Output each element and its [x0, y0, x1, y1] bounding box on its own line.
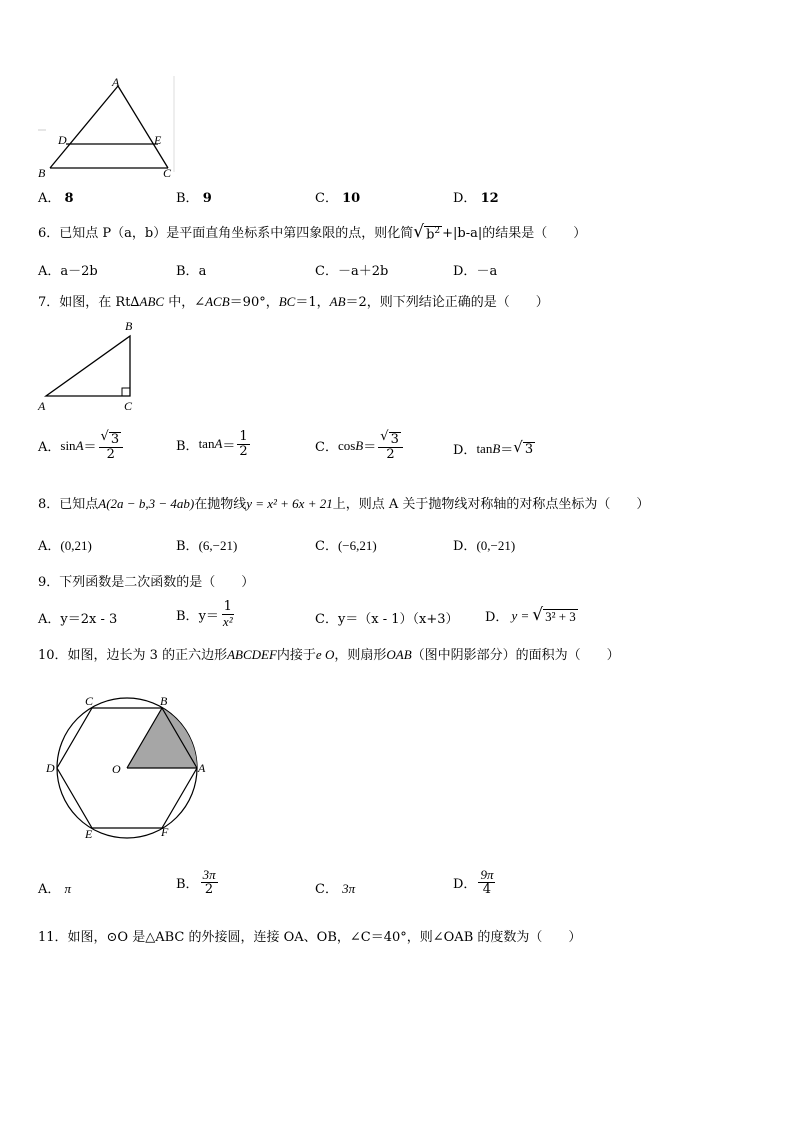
option-letter: C．	[315, 264, 338, 279]
option-text: y＝	[198, 608, 219, 624]
q7-text: 中，	[164, 295, 195, 310]
q7-option-a[interactable]	[38, 430, 125, 462]
fn-var: B	[355, 437, 364, 453]
sqrt-expression: √ 3² + 3	[532, 604, 576, 625]
q8-option-d[interactable]	[453, 535, 515, 554]
equals: ＝	[500, 443, 514, 458]
numerator: 9π	[480, 867, 494, 882]
fraction	[237, 430, 249, 458]
option-text: y＝2x - 3	[60, 612, 118, 627]
fraction	[221, 600, 235, 628]
option-letter: C．	[315, 612, 338, 627]
option-text: 10	[342, 191, 361, 206]
option-letter: B．	[176, 191, 199, 206]
option-letter: C．	[315, 440, 338, 456]
equals: ＝	[83, 440, 97, 456]
numerator: 3	[390, 432, 399, 447]
q5-option-a[interactable]	[38, 187, 74, 206]
option-letter: D．	[453, 191, 477, 206]
hexagon-circle-figure	[40, 688, 220, 848]
denominator: 2	[204, 881, 214, 897]
option-text: (6,−21)	[198, 538, 238, 553]
fn-var: A	[75, 437, 84, 453]
q9-option-c[interactable]	[315, 608, 459, 627]
label-o: O	[112, 762, 121, 776]
q8-text: 8．已知点	[38, 497, 99, 512]
q5-option-d[interactable]	[453, 187, 499, 206]
label-c: C	[124, 399, 133, 413]
q5-option-b[interactable]	[176, 187, 212, 206]
sqrt-expression: √ 3	[513, 437, 534, 457]
option-letter: B．	[176, 264, 199, 279]
side-ab	[50, 86, 118, 168]
option-text: π	[64, 881, 72, 896]
option-letter: D．	[453, 264, 477, 279]
equals: ＝	[363, 440, 377, 456]
q8-text: 上，则点 A 关于抛物线对称轴的对称点坐标为（ ）	[332, 497, 650, 512]
option-text: 8	[64, 191, 74, 206]
triangle-abc	[46, 336, 130, 396]
q7-segment: BC	[278, 294, 296, 309]
q7-option-c[interactable]	[315, 430, 405, 462]
fraction: √ 3 2	[99, 430, 124, 462]
right-angle-mark	[122, 388, 130, 396]
fn-name: cos	[337, 437, 356, 453]
option-text: a	[198, 264, 207, 279]
numerator: 3	[110, 432, 120, 447]
q7-stem: 7．如图，在 Rt∆ABC 中，∠ACB＝90°，BC＝1，AB＝2，则下列结论正确的是（ ）	[38, 294, 549, 310]
option-text: a－2b	[60, 264, 98, 279]
q10-text: （图中阴影部分）的面积为（ ）	[411, 648, 620, 663]
q7-angle: ACB	[205, 294, 230, 309]
option-text: 9	[202, 191, 212, 206]
right-triangle-figure	[36, 318, 146, 416]
option-letter: D．	[453, 443, 477, 458]
q6-tail: +|b-a|的结果是（ ）	[442, 226, 587, 241]
q6-option-b[interactable]	[176, 260, 206, 279]
q5-option-c[interactable]	[315, 187, 360, 206]
label-a: A	[198, 761, 206, 775]
q8-stem	[38, 493, 649, 512]
fn-var: B	[492, 440, 501, 456]
fn-name: tan	[198, 436, 215, 452]
radicand: b	[426, 227, 435, 243]
q10-hexagon: ABCDEF	[227, 647, 277, 662]
option-letter: B．	[176, 608, 199, 624]
q7-option-d[interactable]	[453, 439, 535, 458]
label-b: B	[160, 694, 168, 708]
option-letter: B．	[176, 438, 199, 454]
option-letter: C．	[315, 882, 338, 897]
triangle-de-bc-figure	[36, 76, 176, 182]
exponent: 2	[434, 226, 441, 237]
q7-text: ＝1，	[295, 295, 330, 310]
q10-stem	[38, 644, 620, 663]
q7-option-b[interactable]	[176, 430, 252, 458]
q10-option-d[interactable]	[453, 868, 497, 896]
option-letter: A．	[38, 612, 61, 627]
denominator: 2	[239, 443, 248, 459]
label-f: F	[161, 825, 169, 839]
label-a: A	[112, 76, 120, 89]
option-text: (−6,21)	[337, 538, 377, 553]
label-e: E	[85, 827, 93, 841]
option-letter: A．	[38, 264, 61, 279]
denominator: 2	[106, 447, 115, 463]
q7-text: ＝90°，	[229, 295, 279, 310]
label-c: C	[163, 166, 172, 180]
label-b: B	[38, 166, 46, 180]
label-d: D	[58, 133, 67, 147]
option-text: －a＋2b	[337, 264, 389, 279]
numerator: 3π	[202, 867, 216, 882]
q9-stem: 9．下列函数是二次函数的是（ ）	[38, 575, 255, 590]
option-text: (0,−21)	[476, 538, 516, 553]
q6-option-a[interactable]	[38, 260, 98, 279]
q8-text: 在抛物线	[194, 497, 247, 512]
option-letter: C．	[315, 191, 338, 206]
fn-name: sin	[60, 437, 76, 453]
q8-option-a[interactable]	[38, 535, 92, 554]
fn-var: A	[214, 436, 223, 452]
q10-text: ，则扇形	[334, 648, 387, 663]
equals: ＝	[222, 438, 236, 454]
label-a: A	[38, 399, 46, 413]
q9-option-d[interactable]	[485, 606, 578, 625]
radicand: 3	[524, 441, 534, 457]
sqrt-expression: √ $b^2$	[413, 222, 441, 243]
option-text: －a	[476, 264, 498, 279]
option-letter: A．	[38, 882, 61, 897]
q10-sector: OAB	[386, 647, 412, 662]
q10-text: 内接于	[276, 648, 316, 663]
q11-stem: 11．如图，⊙O 是△ABC 的外接圆，连接 OA、OB，∠C＝40°，则∠OAB 的度数为（ ）	[38, 930, 582, 945]
q6-option-c[interactable]	[315, 260, 388, 279]
q7-text: ＝2，则下列结论正确的是（ ）	[345, 295, 549, 310]
q6-option-d[interactable]	[453, 260, 497, 279]
q7-segment: AB	[329, 294, 346, 309]
numerator: 1	[239, 429, 248, 444]
q8-option-b[interactable]	[176, 535, 237, 554]
option-letter: D．	[453, 876, 477, 892]
option-letter: A．	[38, 539, 61, 554]
q9-option-b[interactable]	[176, 600, 237, 628]
label-b: B	[125, 319, 133, 333]
radicand: 3² + 3	[545, 608, 576, 624]
q7-triangle: ABC	[139, 294, 165, 309]
option-letter: B．	[176, 876, 199, 892]
option-letter: D．	[453, 539, 477, 554]
option-letter: A．	[38, 440, 61, 456]
option-letter: A．	[38, 191, 61, 206]
q10-option-c[interactable]	[315, 878, 355, 897]
q8-parabola: y = x² + 6x + 21	[246, 496, 333, 511]
option-text: 12	[480, 191, 499, 206]
fraction	[478, 868, 495, 896]
q6-prefix: 6．已知点 P（a，b）是平面直角坐标系中第四象限的点，则化简	[38, 226, 414, 241]
fn-name: tan	[476, 440, 493, 456]
denominator: 4	[482, 881, 492, 897]
denominator: 2	[386, 447, 395, 463]
option-letter: B．	[176, 539, 199, 554]
fraction	[201, 868, 218, 896]
option-text: y =	[511, 607, 530, 623]
q10-circle: e O	[315, 647, 335, 662]
q8-point: A(2a − b,3 − 4ab)	[98, 496, 195, 511]
q6-stem	[38, 222, 586, 243]
denominator: x²	[222, 613, 233, 629]
option-letter: C．	[315, 539, 338, 554]
q8-option-c[interactable]	[315, 535, 377, 554]
q7-text: 7．如图，在 Rt	[38, 295, 131, 310]
q10-option-a[interactable]	[38, 878, 71, 897]
label-c: C	[85, 694, 94, 708]
q10-text: 10．如图，边长为 3 的正六边形	[38, 648, 228, 663]
fraction: √ 3 2	[378, 430, 403, 462]
label-d: D	[46, 761, 55, 775]
option-text: 3π	[342, 881, 356, 896]
side-ac	[118, 86, 168, 168]
option-text: y＝（x - 1）（x+3）	[337, 612, 459, 627]
numerator: 1	[223, 599, 232, 614]
q10-option-b[interactable]	[176, 868, 220, 896]
option-letter: D．	[485, 610, 509, 625]
label-e: E	[154, 133, 162, 147]
option-text: (0,21)	[60, 538, 92, 553]
q9-option-a[interactable]	[38, 608, 117, 627]
